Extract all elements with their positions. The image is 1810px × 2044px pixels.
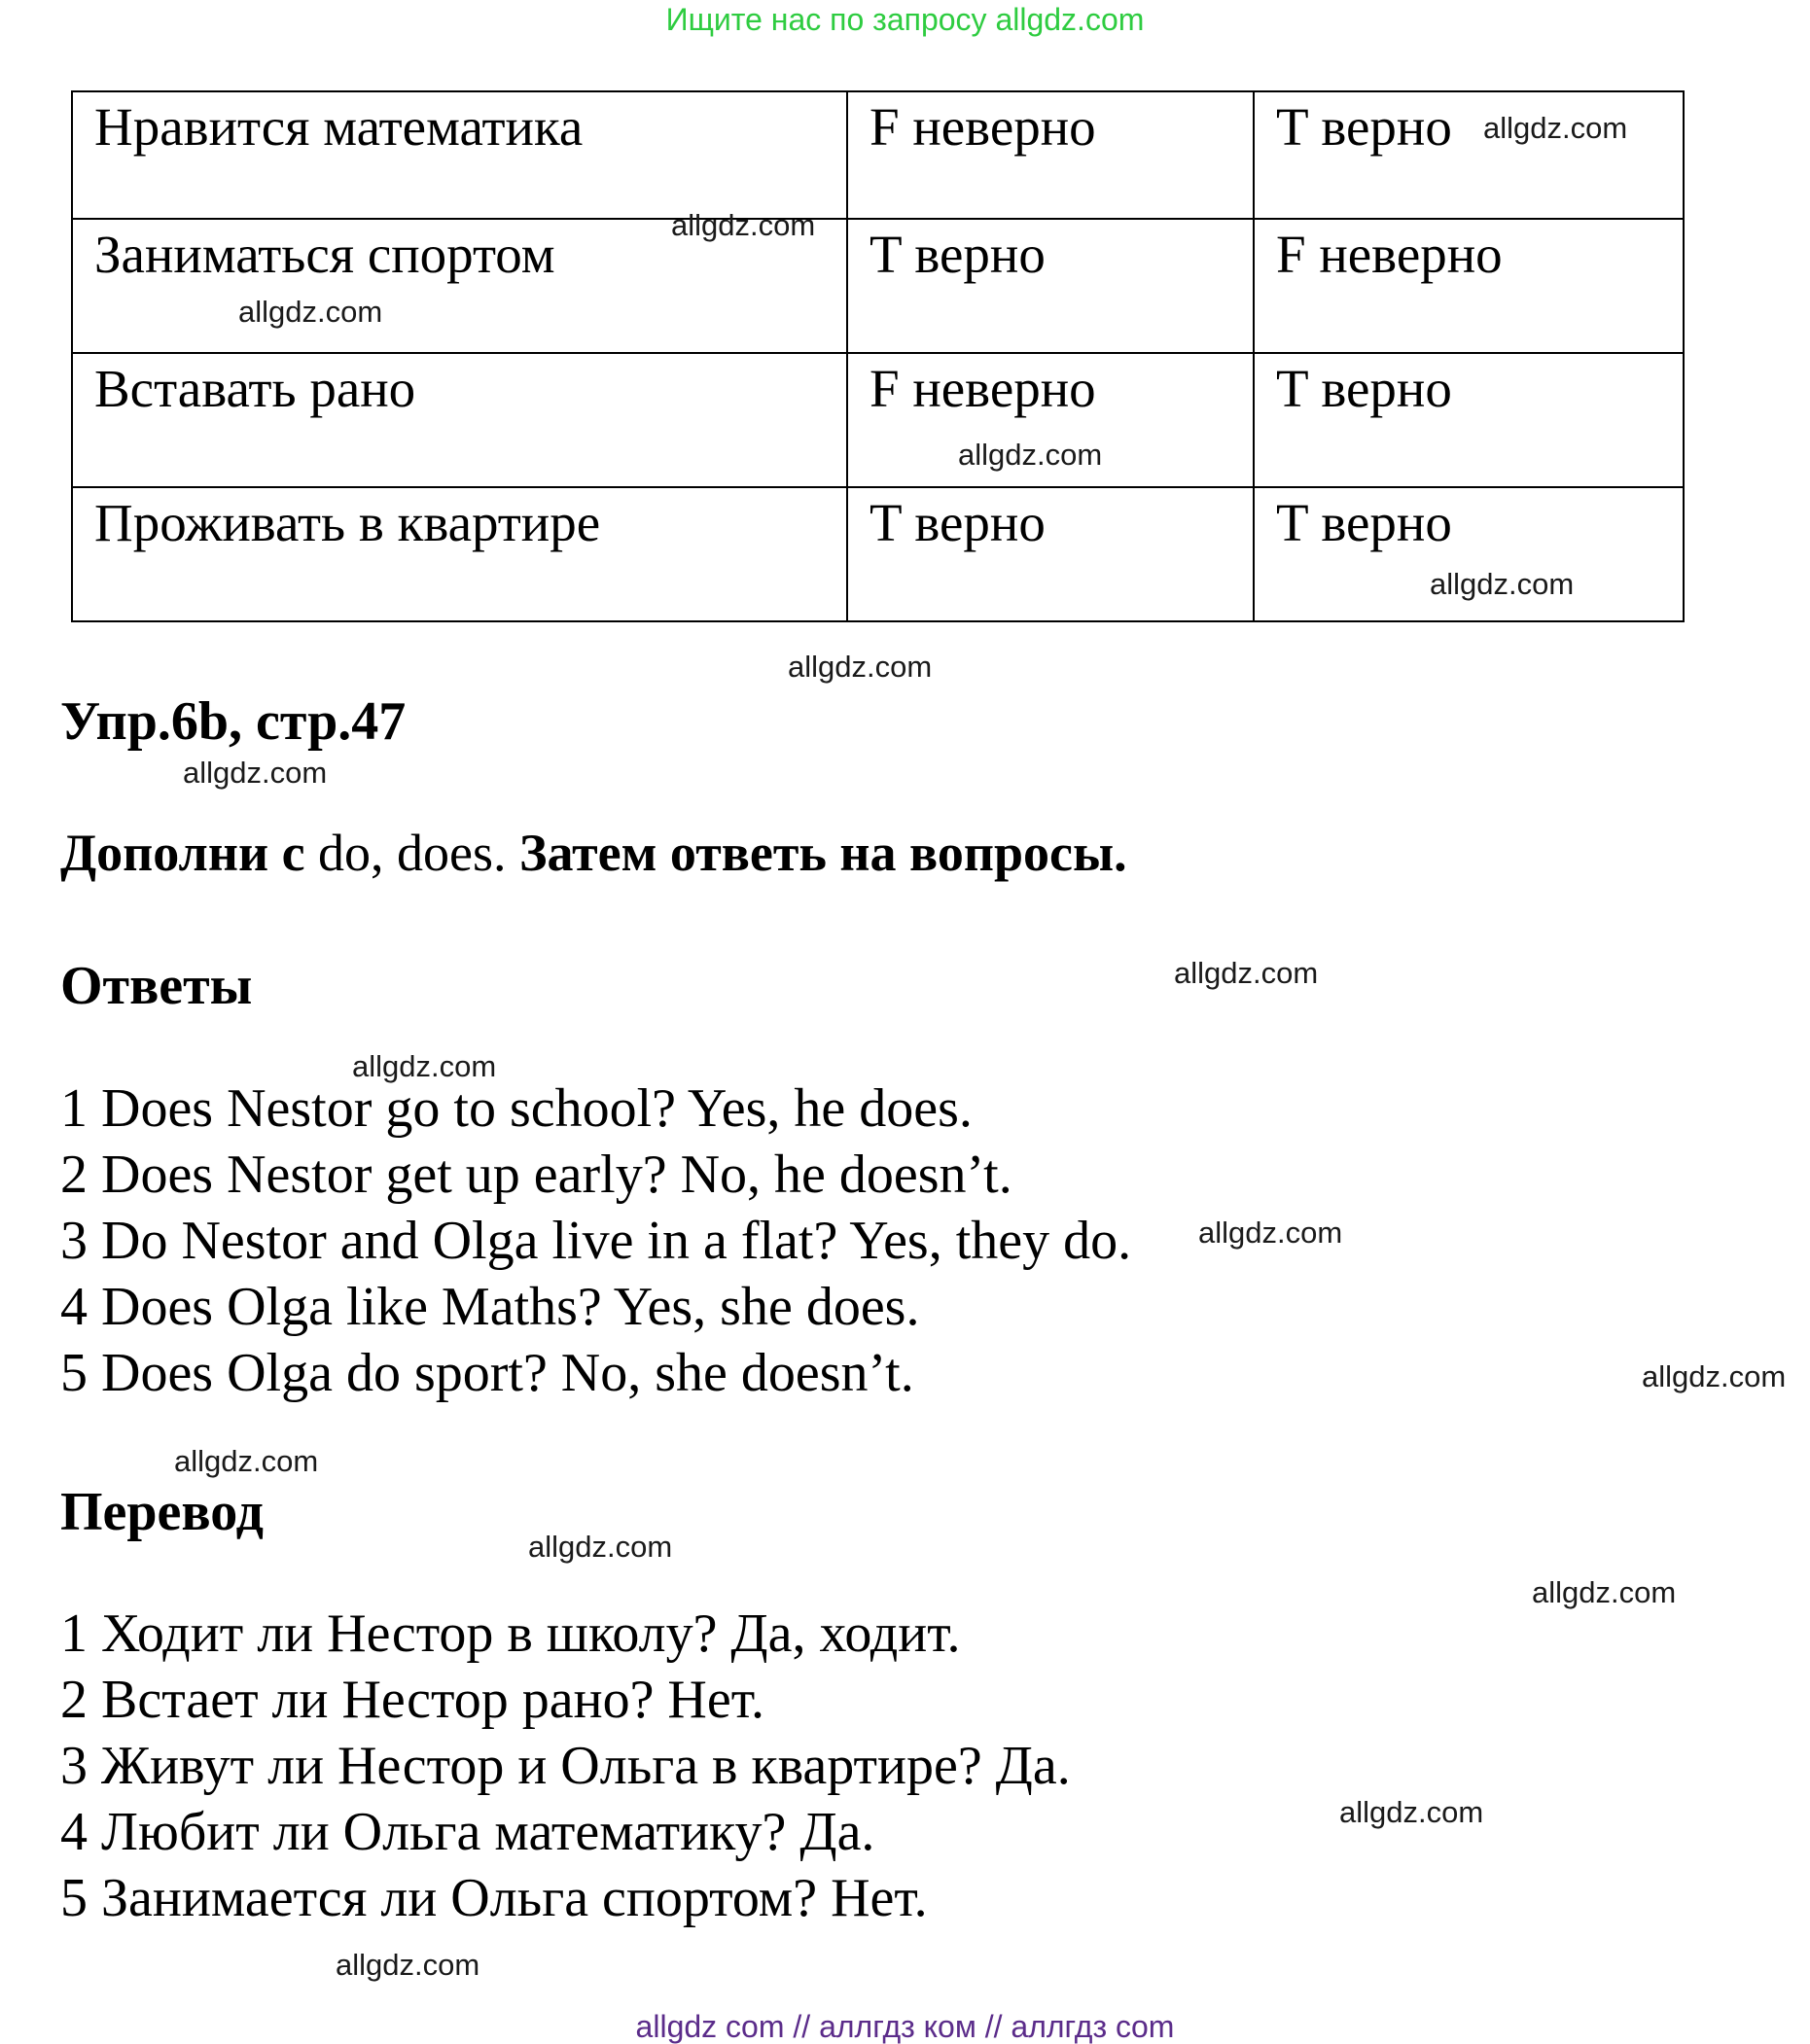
table-cell: F неверно: [1254, 219, 1684, 353]
watermark: allgdz.com: [1198, 1216, 1343, 1250]
table-cell: Проживать в квартире: [72, 487, 847, 621]
top-banner: Ищите нас по запросу allgdz.com: [665, 2, 1145, 37]
exercise-title: Упр.6b, стр.47: [60, 691, 407, 752]
watermark: allgdz.com: [1430, 567, 1575, 601]
list-item: 5 Занимается ли Ольга спортом? Нет.: [60, 1868, 928, 1928]
translation-heading: Перевод: [60, 1482, 264, 1542]
table-row: [72, 219, 1684, 353]
answers-heading: Ответы: [60, 956, 253, 1016]
true-false-table: [71, 90, 1685, 622]
table-cell: T верно: [1254, 91, 1684, 219]
footer-banner: allgdz com // аллгдз ком // аллгдз com: [635, 2009, 1175, 2044]
list-item: 3 Do Nestor and Olga live in a flat? Yes, they do.: [60, 1211, 1132, 1271]
answers-list: [60, 1075, 1131, 1406]
watermark: allgdz.com: [1339, 1795, 1484, 1829]
table-cell: F неверно: [847, 91, 1254, 219]
instruction-bold-part: Дополни с: [60, 824, 305, 882]
watermark: allgdz.com: [788, 650, 933, 684]
table-cell: T верно: [847, 219, 1254, 353]
instruction-plain-part: do, does.: [304, 824, 520, 882]
list-item: 1 Does Nestor go to school? Yes, he does.: [60, 1078, 973, 1139]
table-cell: F неверно: [847, 353, 1254, 487]
watermark: allgdz.com: [183, 756, 328, 790]
watermark: allgdz.com: [958, 438, 1103, 472]
table-cell: Заниматься спортом: [72, 219, 847, 353]
list-item: 5 Does Olga do sport? No, she doesn’t.: [60, 1343, 914, 1403]
watermark: allgdz.com: [336, 1948, 480, 1982]
translation-list: [60, 1601, 1071, 1931]
watermark: allgdz.com: [174, 1444, 319, 1478]
table-row: [72, 353, 1684, 487]
instruction-bold-part: Затем ответь на вопросы.: [519, 824, 1127, 882]
watermark: allgdz.com: [671, 208, 816, 242]
watermark: allgdz.com: [1483, 111, 1628, 145]
watermark: allgdz.com: [1174, 956, 1319, 990]
table-cell: Вставать рано: [72, 353, 847, 487]
table-cell: T верно: [1254, 487, 1684, 621]
watermark: allgdz.com: [238, 295, 383, 329]
list-item: 4 Любит ли Ольга математику? Да.: [60, 1802, 875, 1862]
exercise-instruction: [60, 824, 1127, 882]
table-row: [72, 91, 1684, 219]
table-cell: T верно: [847, 487, 1254, 621]
list-item: 2 Does Nestor get up early? No, he doesn’t.: [60, 1145, 1012, 1205]
table-cell: T верно: [1254, 353, 1684, 487]
table-cell: Нравится математика: [72, 91, 847, 219]
watermark: allgdz.com: [528, 1530, 673, 1564]
watermark: allgdz.com: [352, 1049, 497, 1083]
list-item: 2 Встает ли Нестор рано? Нет.: [60, 1670, 764, 1730]
table-row: [72, 487, 1684, 621]
watermark: allgdz.com: [1642, 1359, 1787, 1393]
watermark: allgdz.com: [1532, 1575, 1677, 1609]
list-item: 1 Ходит ли Нестор в школу? Да, ходит.: [60, 1603, 961, 1664]
list-item: 3 Живут ли Нестор и Ольга в квартире? Да.: [60, 1736, 1071, 1796]
list-item: 4 Does Olga like Maths? Yes, she does.: [60, 1277, 920, 1337]
